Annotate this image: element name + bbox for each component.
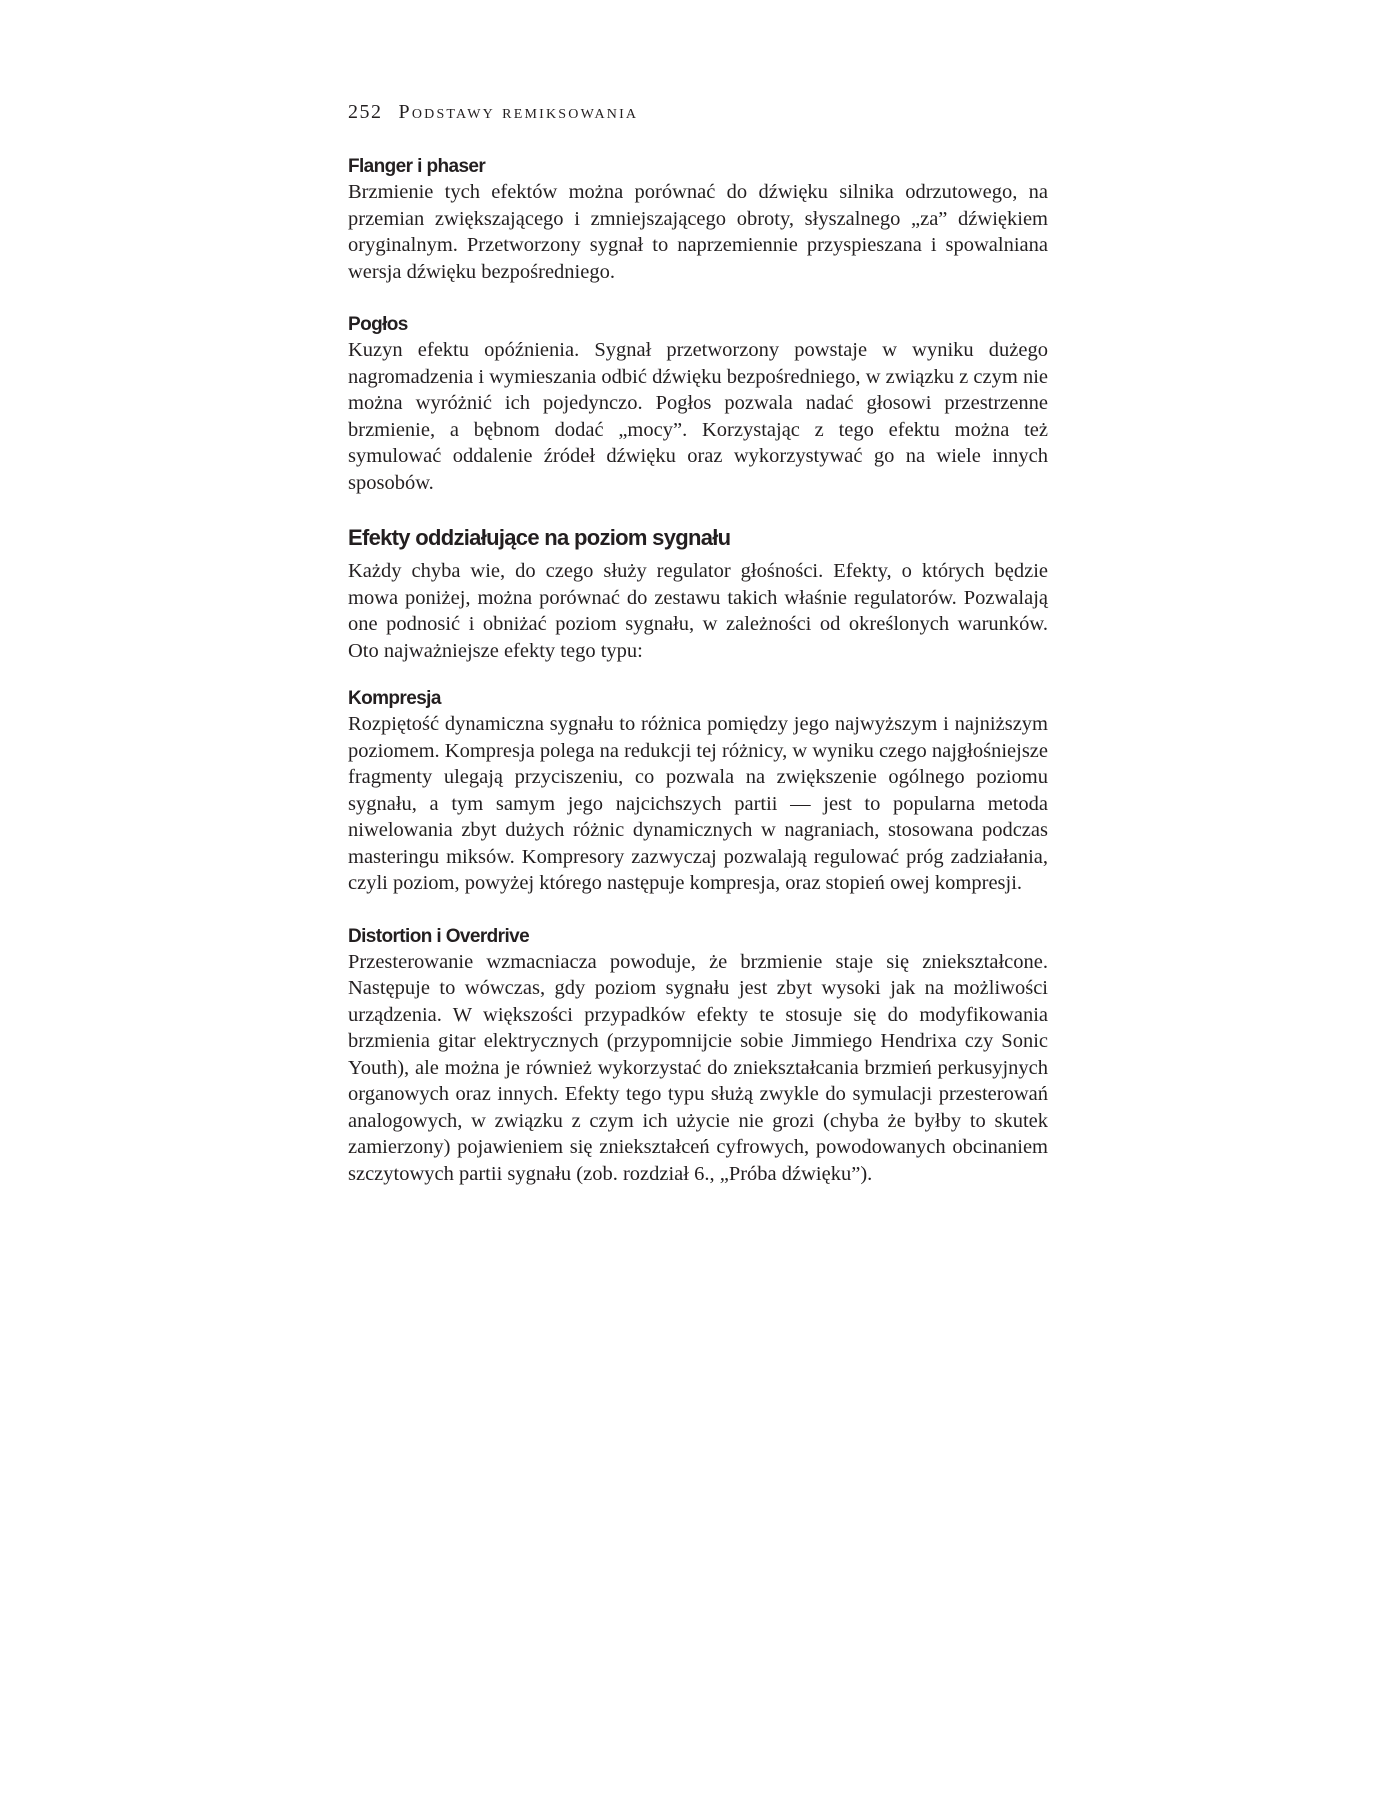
running-head-title: Podstawy remiksowania [398,101,639,123]
subheading: Kompresja [348,688,441,709]
subheading: Flanger i phaser [348,156,486,177]
book-page [348,100,1048,1214]
section-distortion [348,924,1048,1188]
paragraph: Kuzyn efektu opóźnienia. Sygnał przetworzony powstaje w wyniku dużego nagromadzenia i wymieszania odbić dźwięku bezpośredniego, w związku z czym nie można wyróżnić ich pojedynczo. Pogłos pozwala nadać głosowi przestrzenne brzmienie, a bębnom dodać „mocy”. Korzystając z tego efektu można też symulować oddalenie źródeł dźwięku oraz wykorzystywać go na wiele innych sposobów. [348,339,1048,494]
section-flanger [348,154,1048,285]
page-number: 252 [348,101,383,123]
section-kompresja [348,686,1048,897]
paragraph: Rozpiętość dynamiczna sygnału to różnica pomiędzy jego najwyższym i najniższym poziomem. Kompresja polega na redukcji tej różnicy, w wyniku czego najgłośniejsze fragmenty ulegają przyciszeniu, co pozwala na zwiększenie ogólnego poziomu sygnału, a tym samym jego najcichszych partii — jest to popularna metoda niwelowania zbyt dużych różnic dynamicznych w nagraniach, stosowana podczas masteringu miksów. Kompresory zazwyczaj pozwalają regulować próg zadziałania, czyli poziom, powyżej którego następuje kompresja, oraz stopień owej kompresji. [348,713,1049,894]
section-level-effects [348,523,1048,664]
section-heading: Efekty oddziałujące na poziom sygnału [348,525,731,550]
paragraph: Każdy chyba wie, do czego służy regulator głośności. Efekty, o których będzie mowa poniżej, można porównać do zestawu takich właśnie regulatorów. Pozwalają one podnosić i obniżać poziom sygnału, w zależności od określonych warunków. Oto najważniejsze efekty tego typu: [348,560,1048,662]
subheading: Pogłos [348,314,408,335]
subheading: Distortion i Overdrive [348,925,530,947]
paragraph: Brzmienie tych efektów można porównać do dźwięku silnika odrzutowego, na przemian zwiększającego i zmniejszającego obroty, słyszalnego „za” dźwiękiem oryginalnym. Przetworzony sygnał to naprzemiennie przyspieszana i spowalniana wersja dźwięku bezpośredniego. [348,181,1048,283]
running-head [348,100,1048,124]
paragraph: Przesterowanie wzmacniacza powoduje, że brzmienie staje się zniekształcone. Następuje to wówczas, gdy poziom sygnału jest zbyt wysoki jak na możliwości urządzenia. W większości przypadków efekty te stosuje się do modyfikowania brzmienia gitar elektrycznych (przypomnijcie sobie Jimmiego Hendrixa czy Sonic Youth), ale można je również wykorzystać do zniekształcania brzmień perkusyjnych organowych oraz innych. Efekty tego typu służą zwykle do symulacji przesterowań analogowych, w związku z czym ich użycie nie grozi (chyba że byłby to skutek zamierzony) pojawieniem się zniekształceń cyfrowych, powodowanych obcinaniem szczytowych partii sygnału (zob. rozdział 6., „Próba dźwięku”). [348,950,1048,1185]
section-poglos [348,312,1048,496]
